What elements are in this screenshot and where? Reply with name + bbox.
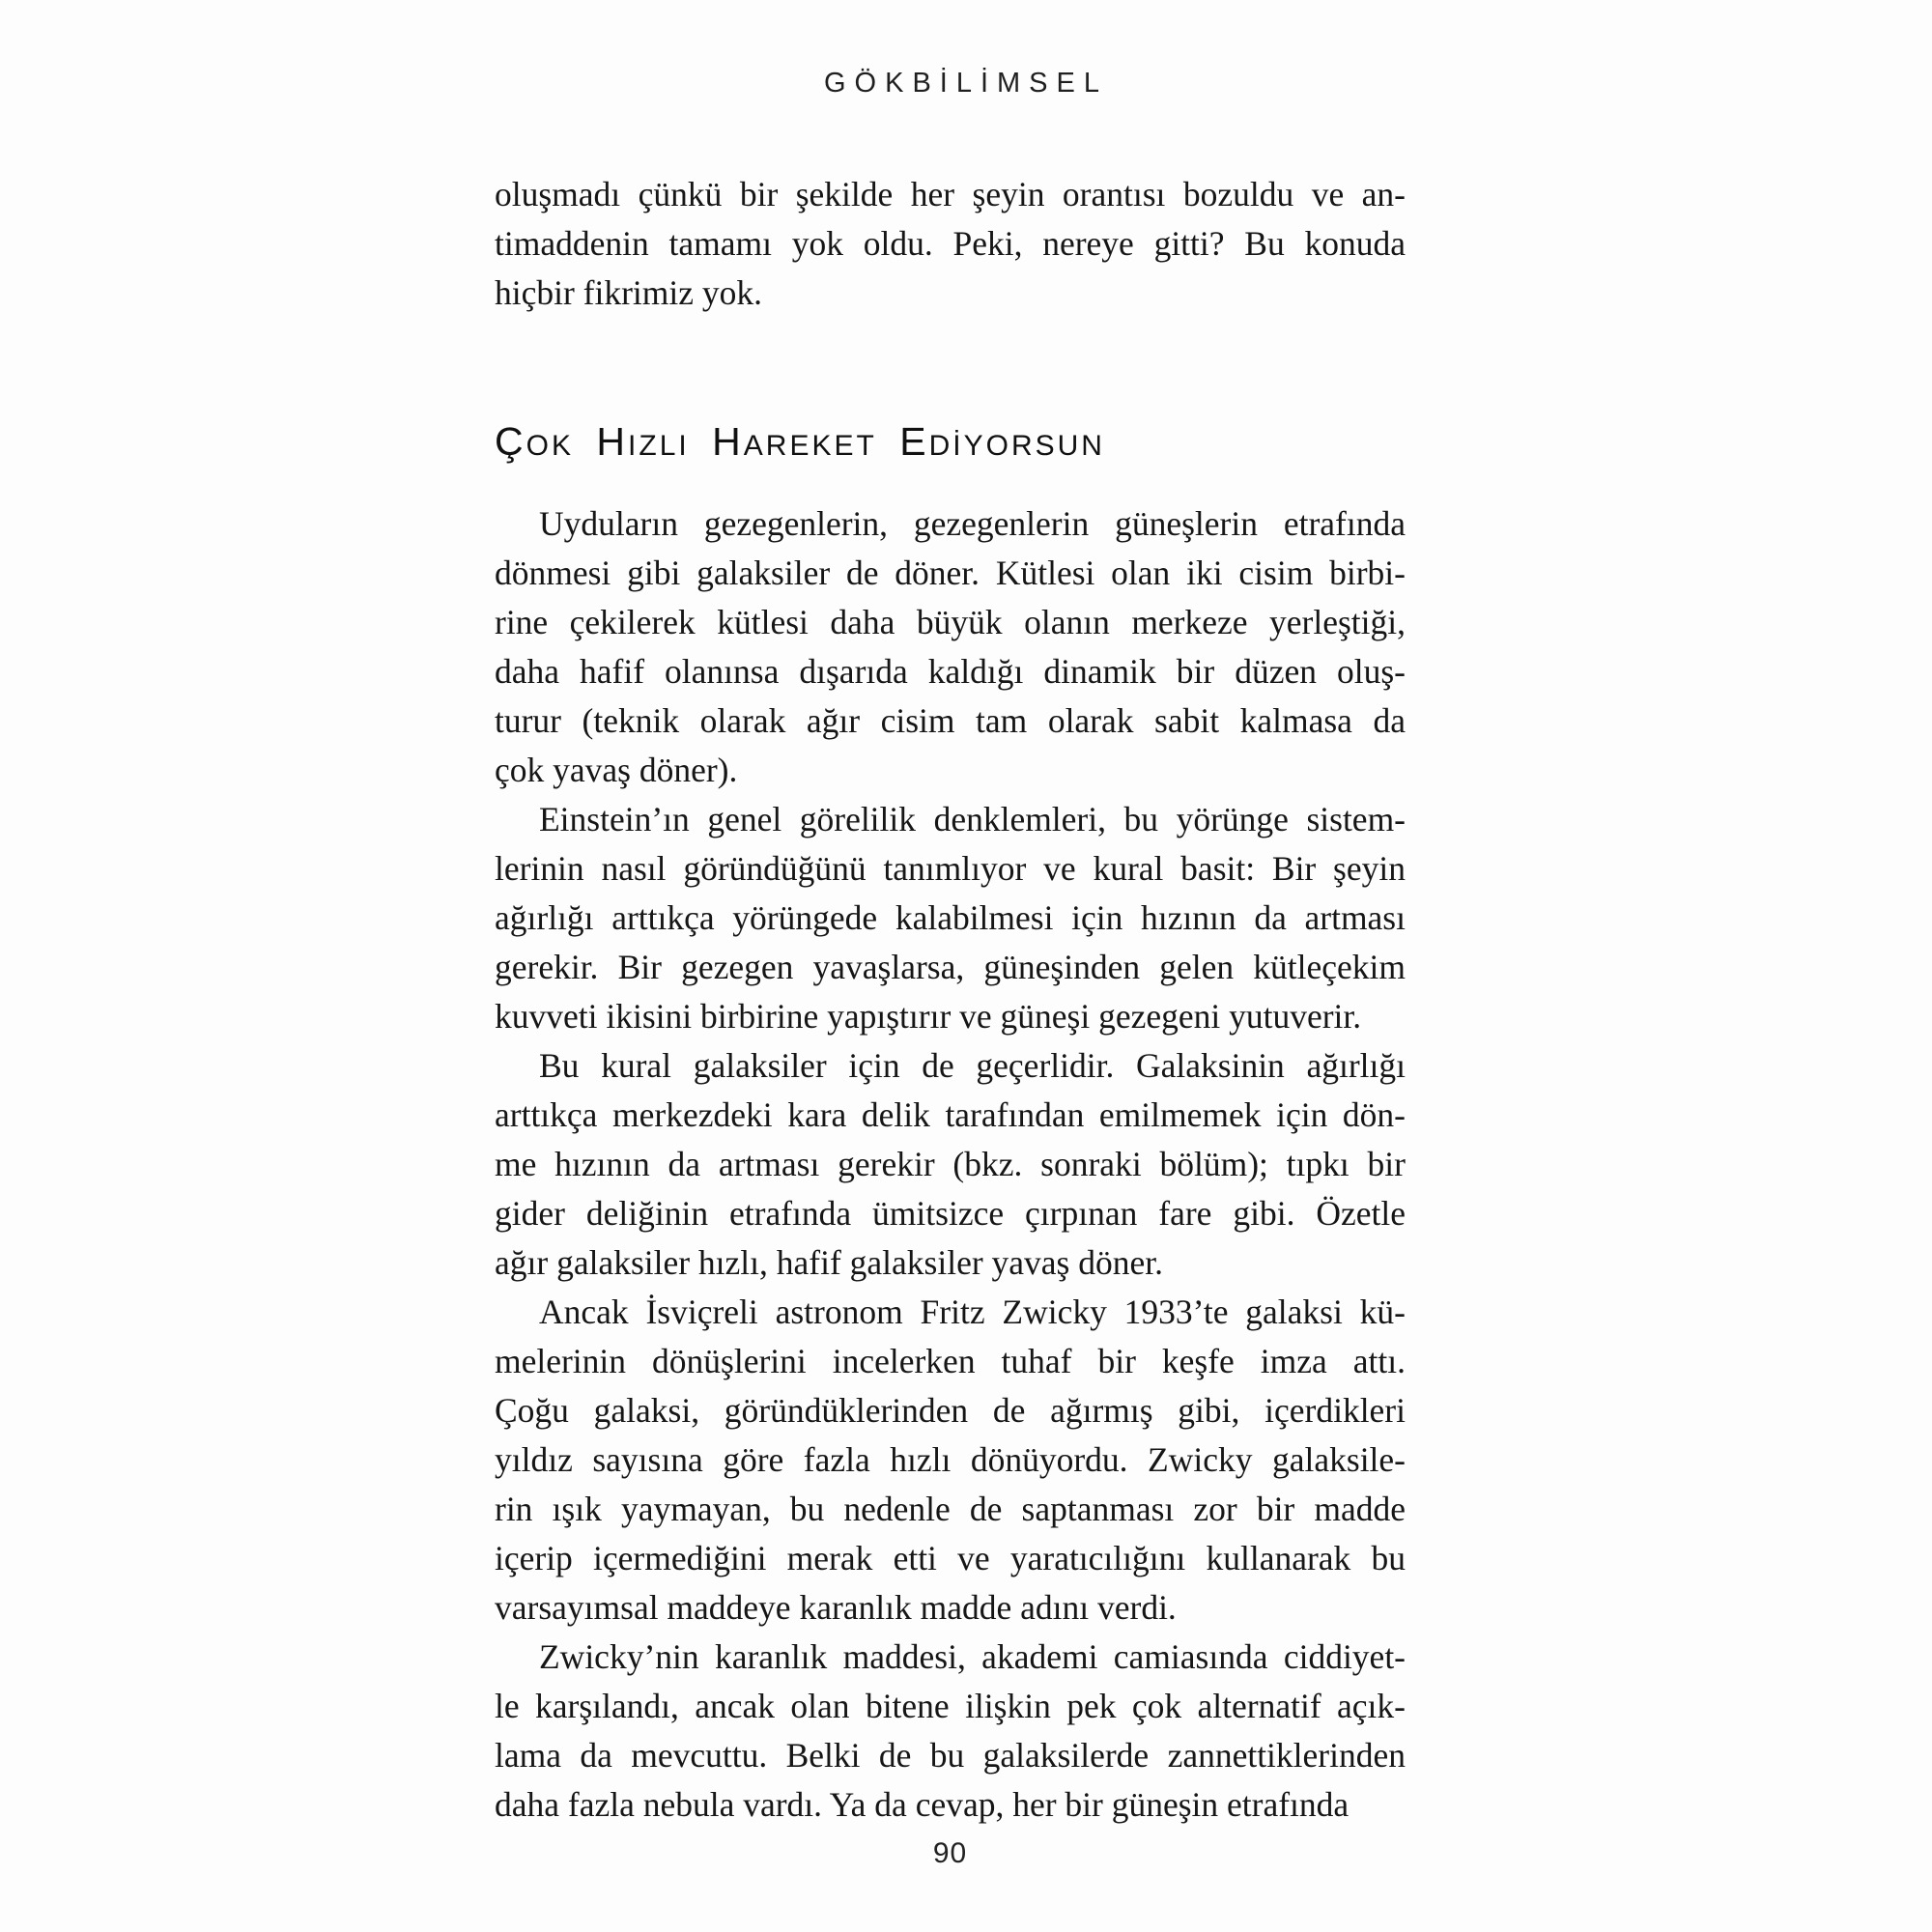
section-heading-word: [712, 419, 877, 464]
heading-initial: H: [712, 419, 744, 464]
page-number: 90: [932, 1837, 968, 1869]
text-line: içerip içermediğini merak etti ve yaratıcılığını kullanarak bu: [495, 1539, 1406, 1577]
heading-rest: IZLI: [628, 430, 690, 462]
text-line: dönmesi gibi galaksiler de döner. Kütlesi olan iki cisim birbi-: [495, 554, 1406, 592]
text-line: timaddenin tamamı yok oldu. Peki, nereye gitti? Bu konuda: [495, 224, 1406, 263]
heading-rest: OK: [526, 430, 574, 462]
text-line: le karşılandı, ancak olan bitene ilişkin pek çok alternatif açık-: [495, 1687, 1406, 1725]
heading-initial: E: [899, 419, 929, 464]
text-line: Einstein’ın genel görelilik denklemleri, bu yörünge sistem-: [539, 800, 1406, 838]
heading-initial: Ç: [495, 419, 526, 464]
text-line: melerinin dönüşlerini incelerken tuhaf bir keşfe imza attı.: [495, 1342, 1406, 1380]
text-column: [495, 145, 1406, 1830]
text-line: daha hafif olanınsa dışarıda kaldığı dinamik bir düzen oluş-: [495, 652, 1406, 691]
text-line: arttıkça merkezdeki kara delik tarafından emilmemek için dön-: [495, 1095, 1406, 1134]
paragraph: [495, 1633, 1406, 1830]
paragraph: [495, 1288, 1406, 1633]
text-line: yıldız sayısına göre fazla hızlı dönüyordu. Zwicky galaksile-: [495, 1440, 1406, 1479]
text-line: oluşmadı çünkü bir şekilde her şeyin orantısı bozuldu ve an-: [495, 175, 1406, 213]
text-line: Çoğu galaksi, göründüklerinden de ağırmış gibi, içerdikleri: [495, 1391, 1406, 1430]
paragraph: [495, 795, 1406, 1041]
text-line: Ancak İsviçreli astronom Fritz Zwicky 1933’te galaksi kü-: [539, 1293, 1406, 1331]
running-header: GÖKBİLİMSEL: [823, 68, 1108, 99]
text-line: lama da mevcuttu. Belki de bu galaksilerde zannettiklerinden: [495, 1736, 1406, 1775]
section-heading-word: [596, 419, 690, 464]
paragraph: [495, 170, 1406, 318]
heading-initial: H: [596, 419, 629, 464]
section-heading-word: [495, 419, 574, 464]
text-line: hiçbir fikrimiz yok.: [495, 273, 763, 312]
paragraph-group-before-heading: [495, 170, 1406, 318]
text-line: ağırlığı arttıkça yörüngede kalabilmesi için hızının da artması: [495, 898, 1406, 937]
text-line: Bu kural galaksiler için de geçerlidir. Galaksinin ağırlığı: [539, 1046, 1406, 1085]
paragraph: [495, 499, 1406, 795]
text-line: gider deliğinin etrafında ümitsizce çırpınan fare gibi. Özetle: [495, 1194, 1406, 1233]
text-line: me hızının da artması gerekir (bkz. sonraki bölüm); tıpkı bir: [495, 1145, 1406, 1183]
text-line: ağır galaksiler hızlı, hafif galaksiler yavaş döner.: [495, 1243, 1163, 1282]
text-line: daha fazla nebula vardı. Ya da cevap, her bir güneşin etrafında: [495, 1785, 1350, 1824]
text-line: rin ışık yaymayan, bu nedenle de saptanması zor bir madde: [495, 1490, 1406, 1528]
text-line: turur (teknik olarak ağır cisim tam olarak sabit kalmasa da: [495, 701, 1406, 740]
section-heading-word: [899, 419, 1105, 464]
paragraph: [495, 1041, 1406, 1288]
text-line: rine çekilerek kütlesi daha büyük olanın merkeze yerleştiği,: [495, 603, 1406, 641]
paragraph-group-after-heading: [495, 499, 1406, 1830]
section-heading: [495, 416, 1406, 476]
text-line: gerekir. Bir gezegen yavaşlarsa, güneşinden gelen kütleçekim: [495, 948, 1406, 986]
heading-rest: AREKET: [743, 430, 877, 462]
text-line: Uyduların gezegenlerin, gezegenlerin güneşlerin etrafında: [539, 504, 1406, 543]
text-line: Zwicky’nin karanlık maddesi, akademi camiasında ciddiyet-: [539, 1637, 1406, 1676]
text-line: çok yavaş döner).: [495, 751, 738, 789]
text-line: lerinin nasıl göründüğünü tanımlıyor ve kural basit: Bir şeyin: [495, 849, 1406, 888]
heading-rest: DİYORSUN: [928, 430, 1105, 462]
text-line: kuvveti ikisini birbirine yapıştırır ve güneşi gezegeni yutuverir.: [495, 997, 1362, 1036]
text-line: varsayımsal maddeye karanlık madde adını verdi.: [495, 1588, 1177, 1627]
